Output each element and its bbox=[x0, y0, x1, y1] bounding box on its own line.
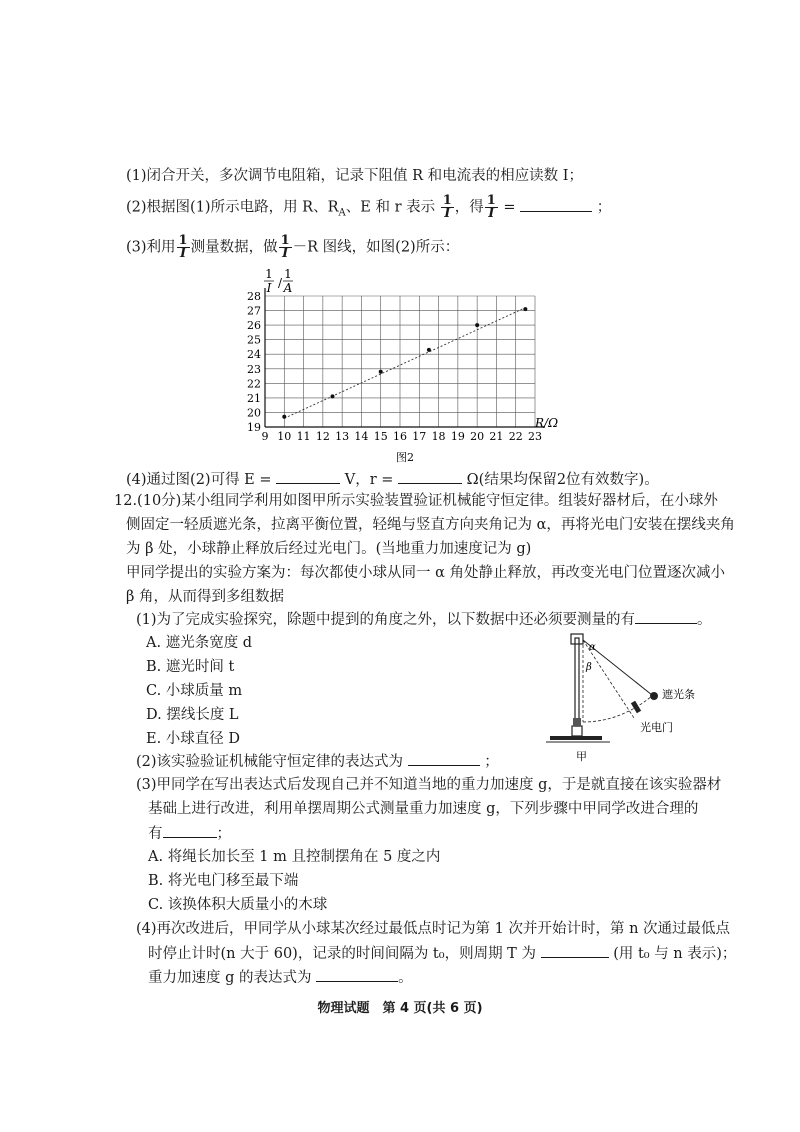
data-point bbox=[475, 323, 479, 327]
q12-line4: 甲同学提出的实验方案为：每次都使小球从同一 α 角处静止释放，再改变光电门位置逐次减小 bbox=[126, 565, 726, 581]
step2-sub: A bbox=[338, 207, 346, 219]
sub2-text: (2)该实验验证机械能守恒定律的表达式为 bbox=[136, 754, 404, 770]
sub1-text: (1)为了完成实验探究，除题中提到的角度之外，以下数据中还必须要测量的有 bbox=[136, 612, 636, 628]
gate-clamp bbox=[573, 718, 581, 726]
y-tick-label: 23 bbox=[247, 362, 261, 376]
x-tick-label: 14 bbox=[354, 430, 369, 443]
y-axis-label-den1: I bbox=[266, 281, 272, 295]
alpha-label: α bbox=[589, 642, 596, 653]
graph-figure-2 bbox=[245, 265, 585, 465]
y-axis-label-num1: 1 bbox=[265, 267, 273, 281]
answer-blank-g[interactable] bbox=[316, 966, 398, 982]
data-point bbox=[282, 415, 286, 419]
figure-caption: 甲 bbox=[576, 750, 587, 763]
pivot-clamp bbox=[571, 634, 583, 644]
answer-blank-r[interactable] bbox=[398, 468, 462, 484]
stand-pole bbox=[575, 638, 579, 726]
step4-end: Ω(结果均保留2位有效数字)。 bbox=[466, 472, 659, 488]
step2-eq: = bbox=[503, 199, 516, 216]
option-1-0: A. 遮光条宽度 d bbox=[146, 635, 253, 651]
step3-end: －R 图线，如图(2)所示： bbox=[292, 239, 460, 256]
q12-line5: β 角，从而得到多组数据 bbox=[126, 589, 284, 605]
photogate bbox=[633, 702, 639, 712]
pendulum-ball bbox=[650, 692, 658, 700]
x-tick-label: 19 bbox=[450, 430, 465, 443]
q12-sub1 bbox=[136, 608, 712, 631]
fraction-1-over-i: $\frac{1}{I}$ bbox=[442, 193, 452, 221]
x-axis-label: R/Ω bbox=[535, 416, 559, 430]
stand-foot bbox=[572, 726, 582, 736]
sub4-l2b: (用 t₀ 与 n 表示)； bbox=[613, 946, 737, 962]
answer-blank-sub2[interactable] bbox=[408, 750, 480, 766]
answer-blank-sub3[interactable] bbox=[163, 822, 217, 838]
step2-comma: ，得 bbox=[454, 199, 484, 216]
data-point bbox=[427, 348, 431, 352]
y-tick-label: 20 bbox=[247, 406, 261, 420]
x-tick-label: 18 bbox=[431, 430, 446, 443]
step2-mid: 、E 和 r 表示 bbox=[345, 199, 436, 216]
answer-blank-sub1[interactable] bbox=[635, 608, 697, 624]
gate-label: 光电门 bbox=[640, 721, 673, 734]
sub4-l2a: 时停止计时(n 大于 60)，记录的时间间隔为 t₀，则周期 T 为 bbox=[148, 946, 536, 962]
fraction-1-over-i: $\frac{1}{I}$ bbox=[280, 233, 290, 261]
step4-v: V，r = bbox=[344, 472, 394, 488]
y-tick-label: 24 bbox=[247, 348, 261, 362]
x-tick-label: 13 bbox=[335, 430, 350, 443]
step2-text bbox=[126, 195, 611, 224]
sub3-l3-text: 有 bbox=[148, 826, 163, 842]
y-tick-label: 27 bbox=[247, 304, 261, 318]
x-tick-label: 17 bbox=[412, 430, 427, 443]
q12-sub2 bbox=[136, 750, 499, 773]
fraction-1-over-i: $\frac{1}{I}$ bbox=[178, 233, 188, 261]
option-1-1: B. 遮光时间 t bbox=[146, 659, 235, 675]
pendulum-figure bbox=[540, 630, 720, 790]
data-point bbox=[331, 394, 335, 398]
y-tick-label: 19 bbox=[247, 421, 261, 434]
x-tick-label: 15 bbox=[373, 430, 388, 443]
x-tick-label: 16 bbox=[393, 430, 407, 443]
fit-line bbox=[284, 308, 525, 419]
q12-line2: 侧固定一轻质遮光条，拉离平衡位置，轻绳与竖直方向夹角记为 α，再将光电门安装在摆线夹角 bbox=[126, 517, 735, 533]
sub3-end: ； bbox=[216, 826, 231, 842]
x-tick-label: 11 bbox=[296, 430, 311, 443]
sub4-l3-text: 重力加速度 g 的表达式为 bbox=[148, 970, 312, 986]
x-tick-label: 23 bbox=[528, 430, 542, 443]
step3-mid: 测量数据，做 bbox=[190, 239, 278, 256]
y-axis-label-den2: A bbox=[283, 281, 293, 295]
step4-prefix: (4)通过图(2)可得 E = bbox=[126, 472, 272, 488]
x-tick-label: 20 bbox=[470, 430, 485, 443]
step3-prefix: (3)利用 bbox=[126, 239, 176, 256]
option-1-2: C. 小球质量 m bbox=[146, 683, 243, 699]
x-tick-label: 21 bbox=[489, 430, 504, 443]
q12-sub4-l2 bbox=[148, 942, 736, 965]
swing-arc bbox=[583, 696, 652, 722]
page-footer: 物理试题 第 4 页(共 6 页) bbox=[317, 1001, 483, 1016]
step1-text: (1)闭合开关，多次调节电阻箱，记录下阻值 R 和电流表的相应读数 I； bbox=[126, 168, 584, 184]
x-tick-label: 9 bbox=[261, 430, 269, 443]
q12-sub4-l3 bbox=[148, 966, 413, 989]
step2-prefix: (2)根据图(1)所示电路，用 R、R bbox=[126, 199, 339, 216]
data-point bbox=[379, 370, 383, 374]
option-3-1: B. 将光电门移至最下端 bbox=[148, 873, 299, 889]
fraction-1-over-i: $\frac{1}{I}$ bbox=[486, 193, 496, 221]
data-point bbox=[523, 307, 527, 311]
sub2-end: ； bbox=[484, 754, 499, 770]
answer-blank-period[interactable] bbox=[541, 942, 609, 958]
shade-label: 遮光条 bbox=[662, 688, 695, 701]
y-tick-label: 28 bbox=[247, 290, 261, 303]
answer-blank-e[interactable] bbox=[276, 468, 340, 484]
x-tick-label: 10 bbox=[277, 430, 292, 443]
y-axis-label-slash: / bbox=[278, 276, 283, 290]
step2-end: ； bbox=[596, 199, 612, 216]
q12-line1: 12.(10分)某小组同学利用如图甲所示实验装置验证机械能守恒定律。组装好器材后，在小球外 bbox=[114, 493, 718, 509]
q12-sub3-l2: 基础上进行改进，利用单摆周期公式测量重力加速度 g，下列步骤中甲同学改进合理的 bbox=[148, 801, 699, 817]
chart-caption: 图2 bbox=[396, 451, 414, 464]
answer-blank-1overi[interactable] bbox=[520, 196, 592, 212]
step3-text bbox=[126, 235, 459, 260]
y-tick-label: 25 bbox=[247, 333, 261, 347]
sub4-end: 。 bbox=[398, 970, 413, 986]
y-tick-label: 26 bbox=[247, 319, 261, 333]
beta-label: β bbox=[586, 662, 592, 673]
y-tick-label: 22 bbox=[247, 377, 261, 391]
option-3-0: A. 将绳长加长至 1 m 且控制摆角在 5 度之内 bbox=[148, 849, 441, 865]
q12-sub3-l1: (3)甲同学在写出表达式后发现自己并不知道当地的重力加速度 g，于是就直接在该实验器材 bbox=[136, 777, 722, 793]
option-3-2: C. 该换体积大质量小的木球 bbox=[148, 897, 328, 913]
y-tick-label: 21 bbox=[247, 391, 261, 405]
x-tick-label: 22 bbox=[508, 430, 523, 443]
q12-line3: 为 β 处，小球静止释放后经过光电门。(当地重力加速度记为 g) bbox=[126, 541, 532, 557]
q12-sub4-l1: (4)再次改进后，甲同学从小球某次经过最低点时记为第 1 次并开始计时，第 n 次通过最低点 bbox=[136, 921, 731, 937]
step4-text bbox=[126, 468, 659, 491]
option-1-3: D. 摆线长度 L bbox=[146, 707, 239, 723]
x-tick-label: 12 bbox=[315, 430, 330, 443]
sub1-end: 。 bbox=[697, 612, 712, 628]
option-1-4: E. 小球直径 D bbox=[146, 731, 241, 747]
q12-sub3-l3 bbox=[148, 822, 231, 845]
y-axis-label-num2: 1 bbox=[284, 267, 292, 281]
